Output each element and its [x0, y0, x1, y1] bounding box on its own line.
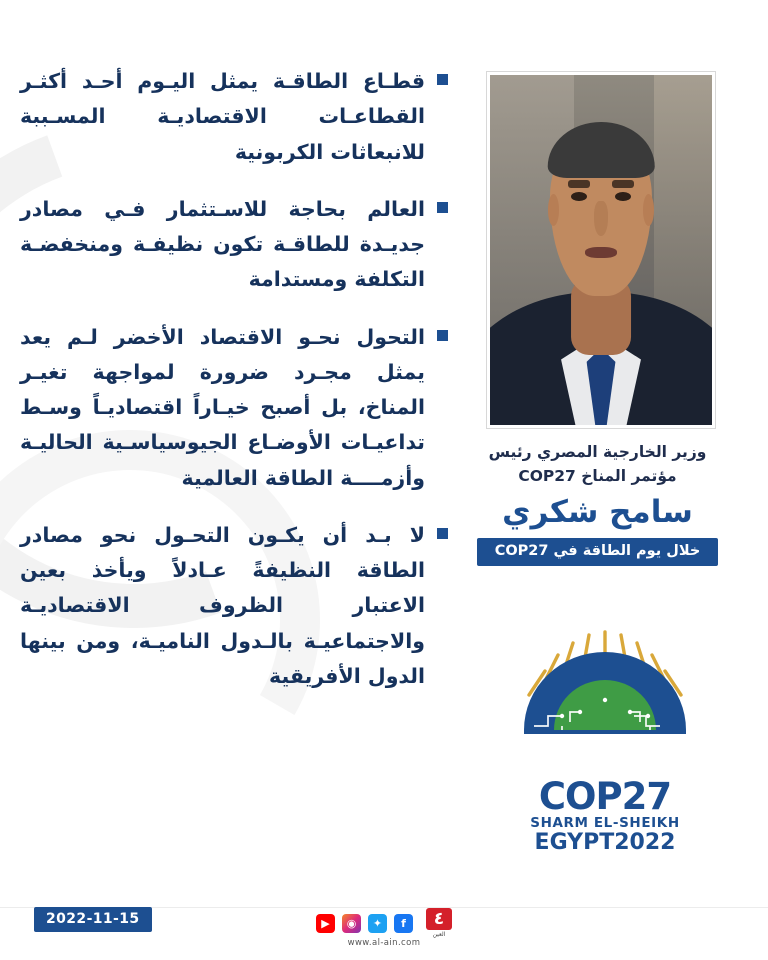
portrait-photo [490, 75, 712, 425]
facebook-icon[interactable]: f [394, 914, 413, 933]
photo-eyebrow-left [568, 180, 590, 188]
twitter-icon[interactable]: ✦ [368, 914, 387, 933]
photo-nose [594, 201, 607, 236]
country-label: EGYPT [534, 829, 615, 855]
photo-mouth [585, 247, 616, 259]
caption-role-line-2: مؤتمر المناخ COP27 [518, 467, 677, 486]
caption-block [455, 440, 740, 566]
square-bullet-icon [437, 74, 448, 85]
date-badge: 2022-11-15 [34, 907, 152, 932]
photo-ear-left [548, 194, 559, 226]
cop27-logo-text [510, 775, 700, 855]
person-name: سامح شكري [502, 494, 693, 531]
list-item [0, 64, 448, 170]
list-item [0, 192, 448, 298]
cop27-wordmark [510, 775, 700, 818]
square-bullet-icon [437, 202, 448, 213]
cop27-logo-mark [510, 626, 700, 776]
cop27-location: SHARM EL-SHEIKH [530, 815, 680, 831]
photo-eyebrow-right [612, 180, 634, 188]
instagram-icon[interactable]: ◉ [342, 914, 361, 933]
list-item [0, 518, 448, 694]
year-label: 2022 [614, 829, 676, 855]
square-bullet-icon [437, 330, 448, 341]
social-links [316, 908, 452, 938]
youtube-icon[interactable]: ▶ [316, 914, 335, 933]
bullet-text: لا بـد أن يكـون التحـول نحو مصادر الطاقة النظيفةً عـادلاً ويأخذ بعين الاعتبار الظروف الاقتصاديـة والاجتماعيـة بالـدول الناميـة، ومن بينها الدول الأفريقية [20, 522, 425, 688]
bullet-text: قطـاع الطاقـة يمثل اليـوم أحـد أكثـر القطاعـات الاقتصاديـة المسـببة للانبعاثات الكربونية [20, 69, 425, 164]
brand-logo[interactable] [426, 908, 452, 938]
list-item [0, 320, 448, 496]
photo-eye-left [571, 192, 587, 201]
caption-role-line-1: وزير الخارجية المصري رئيس [488, 443, 707, 461]
square-bullet-icon [437, 528, 448, 539]
photo-ear-right [643, 194, 654, 226]
bullet-list [0, 64, 470, 716]
portrait-frame [487, 72, 715, 428]
cop27-country-year [510, 829, 700, 855]
cop-number: 27 [621, 775, 672, 818]
brand-mark-icon: ٤ [426, 908, 452, 930]
cop-label: COP [538, 775, 622, 818]
website-url[interactable]: www.al-ain.com [347, 938, 421, 948]
cop27-logo [510, 626, 700, 856]
brand-name-label: العين [432, 931, 446, 938]
bullet-text: العالم بحاجة للاسـتثمار فـي مصادر جديـدة للطاقـة تكون نظيفـة ومنخفضـة التكلفة ومستدامة [20, 196, 425, 292]
bullet-text: التحول نحـو الاقتصاد الأخضر لـم يعد يمثل مجـرد ضرورة لمواجهة تغيـر المناخ، بل أصبح خيـاراً اقتصاديـاً وسـط تداعيـات الأوضـاع الجيوسياسـية الحاليـة وأزمــــة الطاقة العالمية [20, 324, 425, 490]
status-badge: خلال يوم الطاقة في COP27 [477, 538, 719, 566]
